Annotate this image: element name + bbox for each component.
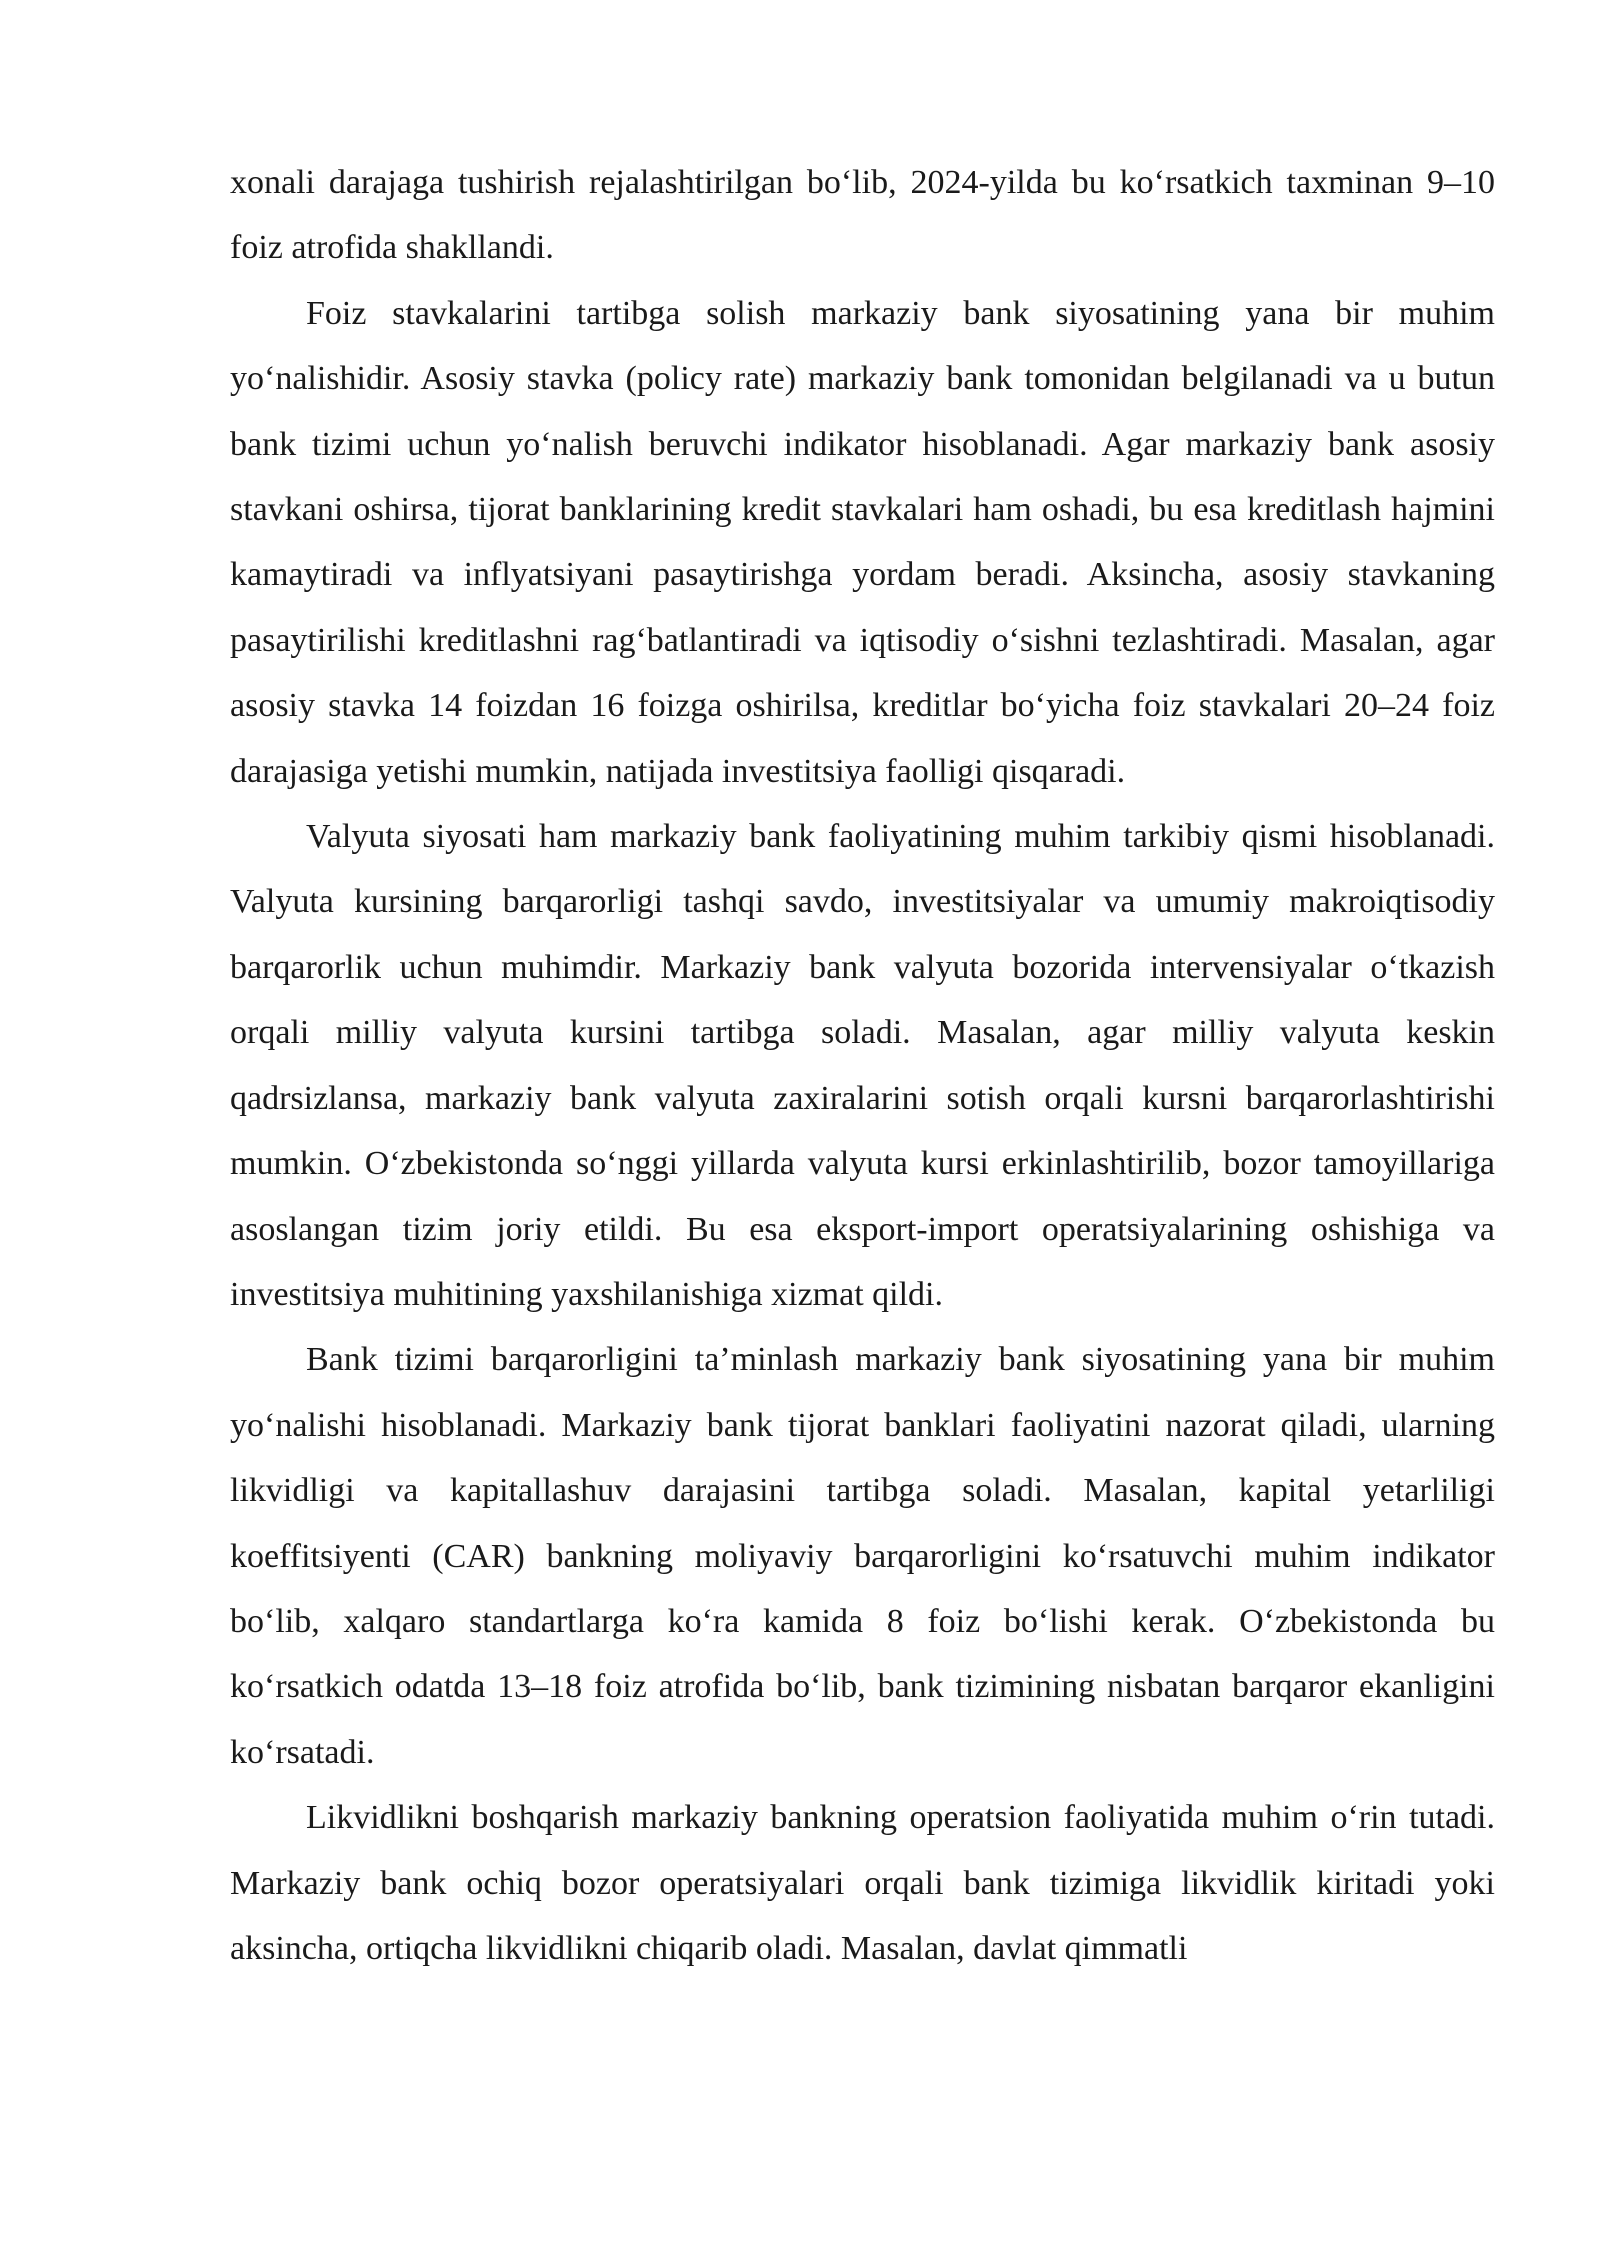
paragraph-continuation: xonali darajaga tushirish rejalashtirilgan bo‘lib, 2024-yilda bu ko‘rsatkich taxminan 9–10 foiz atrofida shakllandi. <box>230 164 1495 267</box>
paragraph-liquidity: Likvidlikni boshqarish markaziy bankning operatsion faoliyatida muhim o‘rin tutadi. Markaziy bank ochiq bozor operatsiyalari orqali bank tizimiga likvidlik kiritadi yoki aksincha, ortiqcha likvidlikni chiqarib oladi. Masalan, davlat qimmatli <box>230 1799 1495 1967</box>
paragraph-bank-stability: Bank tizimi barqarorligini ta’minlash markaziy bank siyosatining yana bir muhim yo‘nalishi hisoblanadi. Markaziy bank tijorat banklari faoliyatini nazorat qiladi, ularning likvidligi va kapitallashuv darajasini tartibga soladi. Masalan, kapital yetarliligi koeffitsiyenti (CAR) bankning moliyaviy barqarorligini ko‘rsatuvchi muhim indikator bo‘lib, xalqaro standartlarga ko‘ra kamida 8 foiz bo‘lishi kerak. O‘zbekistonda bu ko‘rsatkich odatda 13–18 foiz atrofida bo‘lib, bank tizimining nisbatan barqaror ekanligini ko‘rsatadi. <box>230 1341 1495 1771</box>
document-body <box>230 150 1495 1981</box>
paragraph-currency-policy: Valyuta siyosati ham markaziy bank faoliyatining muhim tarkibiy qismi hisoblanadi. Valyuta kursining barqarorligi tashqi savdo, investitsiyalar va umumiy makroiqtisodiy barqarorlik uchun muhimdir. Markaziy bank valyuta bozorida intervensiyalar o‘tkazish orqali milliy valyuta kursini tartibga soladi. Masalan, agar milliy valyuta keskin qadrsizlansa, markaziy bank valyuta zaxiralarini sotish orqali kursni barqarorlashtirishi mumkin. O‘zbekistonda so‘nggi yillarda valyuta kursi erkinlashtirilib, bozor tamoyillariga asoslangan tizim joriy etildi. Bu esa eksport-import operatsiyalarining oshishiga va investitsiya muhitining yaxshilanishiga xizmat qildi. <box>230 818 1495 1313</box>
paragraph-interest-rates: Foiz stavkalarini tartibga solish markaziy bank siyosatining yana bir muhim yo‘nalishidir. Asosiy stavka (policy rate) markaziy bank tomonidan belgilanadi va u butun bank tizimi uchun yo‘nalish beruvchi indikator hisoblanadi. Agar markaziy bank asosiy stavkani oshirsa, tijorat banklarining kredit stavkalari ham oshadi, bu esa kreditlash hajmini kamaytiradi va inflyatsiyani pasaytirishga yordam beradi. Aksincha, asosiy stavkaning pasaytirilishi kreditlashni rag‘batlantiradi va iqtisodiy o‘sishni tezlashtiradi. Masalan, agar asosiy stavka 14 foizdan 16 foizga oshirilsa, kreditlar bo‘yicha foiz stavkalari 20–24 foiz darajasiga yetishi mumkin, natijada investitsiya faolligi qisqaradi. <box>230 294 1495 790</box>
